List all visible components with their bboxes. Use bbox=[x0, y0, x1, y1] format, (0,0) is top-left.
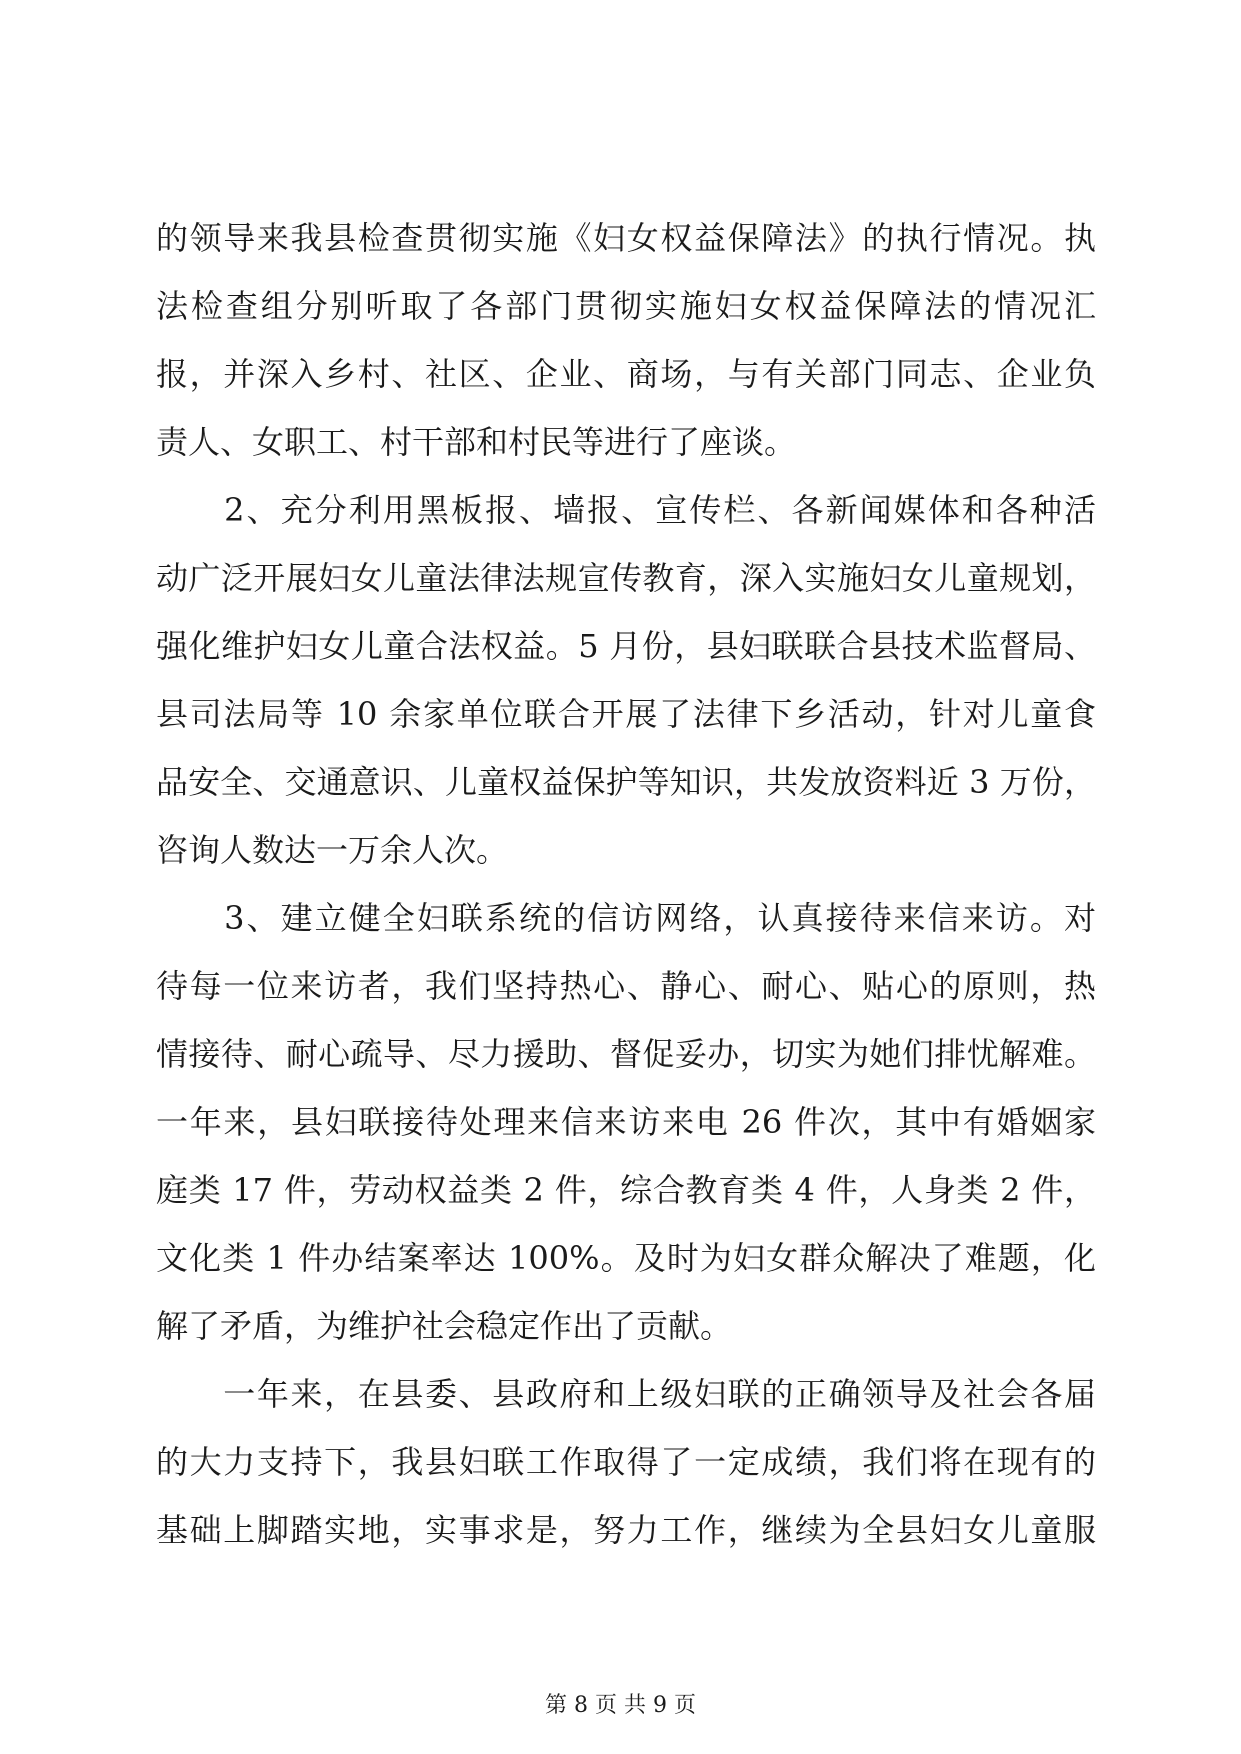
text-line: 情接待、耐心疏导、尽力援助、督促妥办，切实为她们排忧解难。 bbox=[156, 1035, 1096, 1073]
text-line: 基础上脚踏实地，实事求是，努力工作，继续为全县妇女儿童服 bbox=[156, 1511, 1096, 1549]
text-line: 文化类 1 件办结案率达 100%。及时为妇女群众解决了难题，化 bbox=[156, 1239, 1096, 1277]
text-line: 县司法局等 10 余家单位联合开展了法律下乡活动，针对儿童食 bbox=[156, 695, 1096, 733]
page-footer: 第 8 页 共 9 页 bbox=[545, 1693, 696, 1718]
text-line: 咨询人数达一万余人次。 bbox=[156, 831, 509, 869]
text-line: 一年来，县妇联接待处理来信来访来电 26 件次，其中有婚姻家 bbox=[156, 1103, 1096, 1141]
text-line: 品安全、交通意识、儿童权益保护等知识，共发放资料近 3 万份， bbox=[156, 763, 1096, 801]
text-line: 强化维护妇女儿童合法权益。5 月份，县妇联联合县技术监督局、 bbox=[156, 627, 1096, 665]
text-line: 的领导来我县检查贯彻实施《妇女权益保障法》的执行情况。执 bbox=[156, 219, 1096, 257]
text-line: 解了矛盾，为维护社会稳定作出了贡献。 bbox=[156, 1307, 733, 1345]
text-line: 庭类 17 件，劳动权益类 2 件，综合教育类 4 件，人身类 2 件， bbox=[156, 1171, 1096, 1209]
text-line: 报，并深入乡村、社区、企业、商场，与有关部门同志、企业负 bbox=[156, 355, 1096, 393]
body-text bbox=[156, 204, 1096, 1564]
text-line: 的大力支持下，我县妇联工作取得了一定成绩，我们将在现有的 bbox=[156, 1443, 1096, 1481]
text-line: 3、建立健全妇联系统的信访网络，认真接待来信来访。对 bbox=[156, 899, 1096, 937]
text-line: 法检查组分别听取了各部门贯彻实施妇女权益保障法的情况汇 bbox=[156, 287, 1096, 325]
text-line: 一年来，在县委、县政府和上级妇联的正确领导及社会各届 bbox=[156, 1375, 1096, 1413]
text-line: 待每一位来访者，我们坚持热心、静心、耐心、贴心的原则，热 bbox=[156, 967, 1096, 1005]
text-line: 2、充分利用黑板报、墙报、宣传栏、各新闻媒体和各种活 bbox=[156, 491, 1096, 529]
text-line: 动广泛开展妇女儿童法律法规宣传教育，深入实施妇女儿童规划， bbox=[156, 559, 1096, 597]
text-line: 责人、女职工、村干部和村民等进行了座谈。 bbox=[156, 423, 797, 461]
